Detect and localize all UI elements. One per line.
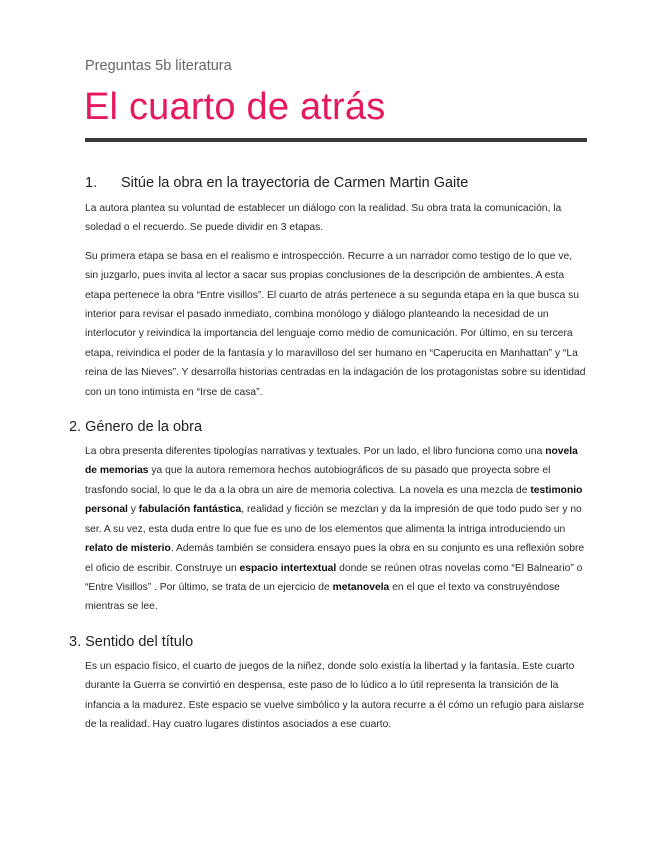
paragraph: Es un espacio físico, el cuarto de juegos de la niñez, donde solo existía la libertad y la fantasía. Este cuarto durante la Guerra se convirtió en despensa, este paso de lo lúdico a lo útil representa la transición de la infancia a la madurez. Este espacio se vuelve simbólico y la autora recurre a él cómo un refugio para aislarse de la realidad. Hay cuatro lugares distintos asociados a ese cuarto. xyxy=(85,660,585,730)
title-divider xyxy=(85,138,587,142)
text-run: donde se reúnen otras novelas como “El Balneario” o “Entre Visillos” . Por último, se trata de un ejercicio de xyxy=(85,562,583,593)
bold-term: relato de misterio xyxy=(85,543,171,555)
section-heading xyxy=(85,175,588,191)
section-sentido-titulo xyxy=(69,633,588,735)
bold-term: fabulación fantástica xyxy=(138,504,242,516)
section-heading-text: Sitúe la obra en la trayectoria de Carmen Martin Gaite xyxy=(121,175,469,191)
paragraph: La autora plantea su voluntad de establecer un diálogo con la realidad. Su obra trata la comunicación, la soledad o el recuerdo. Se puede dividir en 3 etapas. xyxy=(85,203,562,234)
document-title: El cuarto de atrás xyxy=(84,86,386,128)
section-heading: 3. Sentido del título xyxy=(69,633,194,650)
text-run: , realidad y ficción se mezclan y da la impresión de que todo pudo ser y no ser. A su vez, esta duda entre lo que fue es uno de los elementos que alimenta la intriga introduciendo un xyxy=(85,504,582,535)
bold-term: testimonio personal xyxy=(85,484,583,516)
paragraph xyxy=(85,442,588,617)
document-body xyxy=(69,175,588,734)
bold-term: novela de memorias xyxy=(85,446,578,477)
text-run: en el que el texto va construyéndose mientras se lee. xyxy=(85,581,560,613)
section-trayectoria xyxy=(85,175,588,402)
section-number: 1. xyxy=(85,175,98,191)
text-run: La obra presenta diferentes tipologías narrativas y textuales. Por un lado, el libro funciona como una xyxy=(85,446,546,458)
text-run: . Además también se considera ensayo pues la obra en su conjunto es una reflexión sobre el oficio de escribir. Construye un xyxy=(85,543,585,574)
section-heading: 2. Género de la obra xyxy=(69,419,203,436)
text-run: y xyxy=(127,504,139,516)
bold-term: espacio intertextual xyxy=(239,562,337,574)
paragraph: Su primera etapa se basa en el realismo e introspección. Recurre a un narrador como testigo de lo que ve, sin juzgarlo, pues invita al lector a sacar sus propias conclusiones de la descripción de ambientes. A esta etapa pertenece la obra “Entre visillos”. El cuarto de atrás pertenece a su segunda etapa en la que busca su interior para revisar el pasado inmediato, combina monólogo y diálogo planteando la necesidad de un interlocutor y reivindica la importancia del lenguaje como medio de comunicación. Por último, en su tercera etapa, reivindica el poder de la fantasía y lo maravilloso del ser humano en “Caperucita en Manhattan” y “La reina de las Nieves”. Y desarrolla historias centradas en la indagación de los protagonistas sobre su identidad con un tono intimista en “Irse de casa”. xyxy=(85,250,586,398)
document-subtitle: Preguntas 5b literatura xyxy=(85,58,232,74)
text-run: ya que la autora rememora hechos autobiográficos de su pasado que proyecta sobre el trasfondo social, lo que le da a la obra un aire de memoria colectiva. La novela es una mezcla de xyxy=(85,465,551,496)
section-genero xyxy=(69,419,588,617)
bold-term: metanovela xyxy=(332,581,390,593)
